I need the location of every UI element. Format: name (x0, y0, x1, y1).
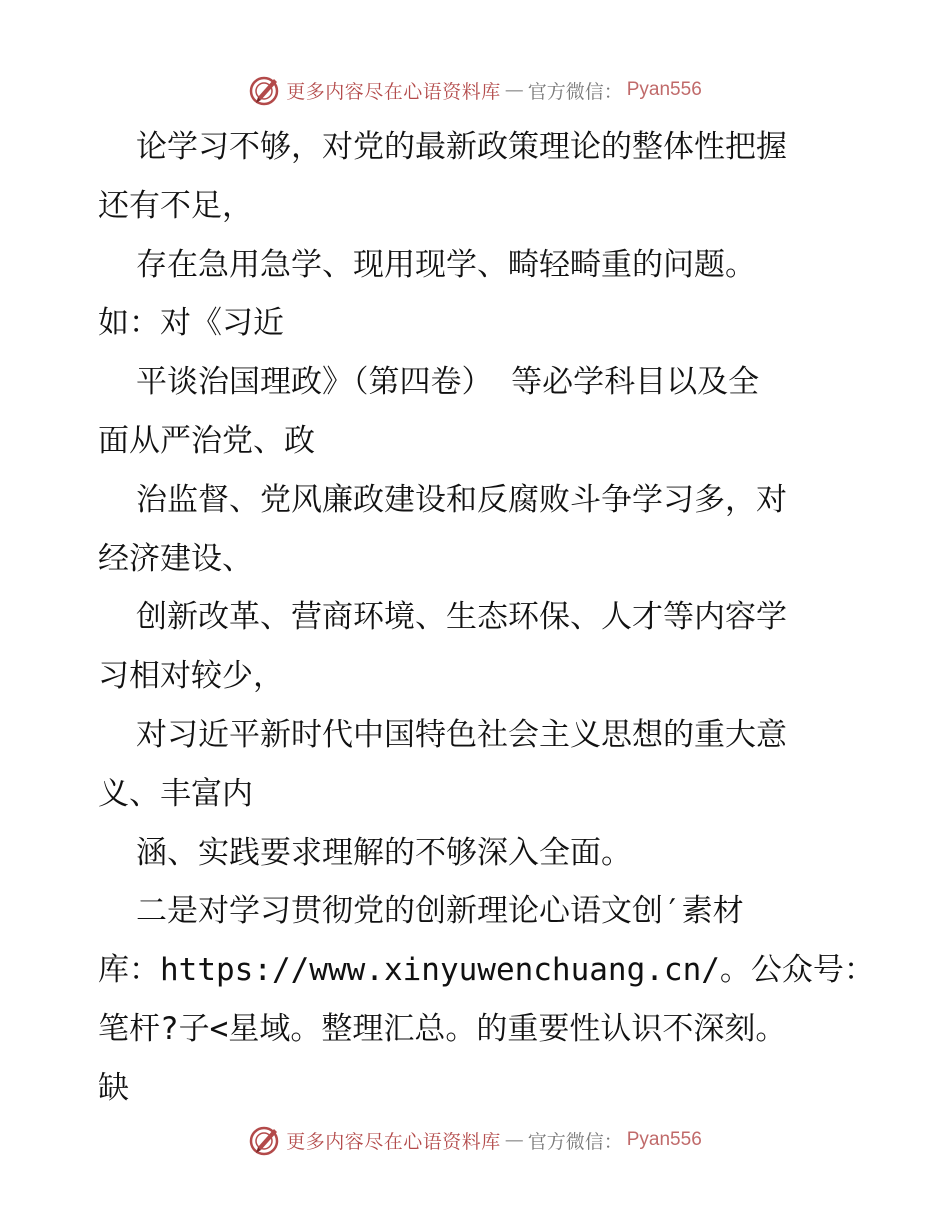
text-line: 涵、实践要求理解的不够深入全面。 (136, 834, 632, 871)
watermark-site-text: 更多内容尽在心语资料库 (286, 1130, 501, 1153)
header-watermark (0, 70, 950, 110)
watermark-separator: — (504, 79, 524, 101)
document-body (98, 118, 875, 1118)
quill-pen-logo-icon (248, 1123, 282, 1157)
watermark-site-text: 更多内容尽在心语资料库 (286, 80, 501, 103)
watermark-account-id: Pyan556 (626, 1129, 702, 1150)
footer-watermark (0, 1120, 950, 1160)
text-line: 对习近平新时代中国特色社会主义思想的重大意 (136, 716, 787, 753)
watermark-account-label: 官方微信： (527, 80, 623, 103)
text-line: 面从严治党、政 (98, 422, 315, 459)
text-line: 还有不足， (98, 187, 253, 224)
watermark-account-id: Pyan556 (626, 79, 702, 100)
text-line: 论学习不够，对党的最新政策理论的整体性把握 (136, 129, 787, 165)
text-line: 二是对学习贯彻党的创新理论心语文创′素材 (136, 893, 744, 930)
watermark-separator: — (504, 1129, 524, 1151)
text-line: 如：对《习近 (98, 305, 284, 342)
text-line: 平谈治国理政》（第四卷） 等必学科目以及全 (136, 364, 760, 401)
quill-pen-logo-icon (248, 73, 282, 107)
text-line: 习相对较少， (98, 658, 284, 695)
text-line: 存在急用急学、现用现学、畸轻畸重的问题。 (136, 246, 756, 283)
text-line: 创新改革、营商环境、生态环保、人才等内容学 (136, 599, 787, 636)
text-line: 缺 (98, 1069, 129, 1106)
text-line: 治监督、党风廉政建设和反腐败斗争学习多，对 (136, 481, 787, 518)
watermark-account-label: 官方微信： (527, 1130, 623, 1153)
text-line: 义、丰富内 (98, 775, 253, 812)
text-line: 笔杆?子<星域。整理汇总。的重要性认识不深刻。 (98, 1010, 787, 1047)
text-line: 库：https://www.xinyuwenchuang.cn/。公众号： (98, 952, 875, 989)
text-line: 经济建设、 (98, 540, 253, 577)
